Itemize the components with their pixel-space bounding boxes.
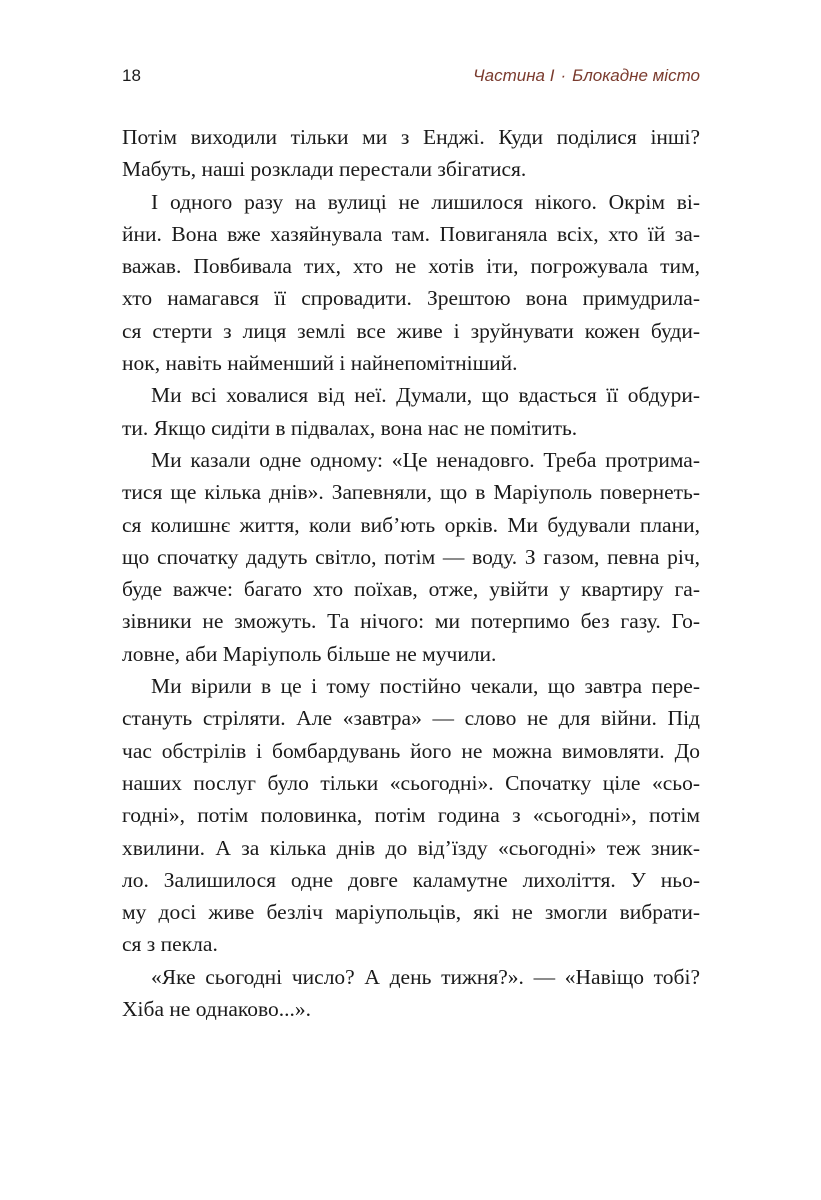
text-line-content: наших послуг було тільки «сьогодні». Спочатку ціле «сьо- — [122, 770, 700, 795]
text-line-content: Ми казали одне одному: «Це ненадовго. Треба протрима- — [151, 447, 700, 472]
text-line — [122, 670, 700, 702]
text-line — [122, 573, 700, 605]
text-line — [122, 153, 700, 185]
text-line-content: час обстрілів і бомбардувань його не можна вимовляти. До — [122, 738, 700, 763]
text-line-content: що спочатку дадуть світло, потім — воду. З газом, певна річ, — [122, 544, 700, 569]
text-line — [122, 832, 700, 864]
text-line-content: йни. Вона вже хазяйнувала там. Повиганяла всіх, хто їй за- — [122, 221, 700, 246]
text-line — [122, 379, 700, 411]
text-line — [122, 218, 700, 250]
text-line-content: Хіба не однаково...». — [122, 997, 312, 1022]
text-line-content: тися ще кілька днів». Запевняли, що в Маріуполь повернеть- — [122, 480, 700, 505]
text-line — [122, 702, 700, 734]
text-line — [122, 476, 700, 508]
paragraph — [122, 186, 700, 380]
page-header — [122, 66, 700, 96]
part-title: Частина І — [473, 66, 555, 85]
text-line — [122, 509, 700, 541]
text-line-content: ловне, аби Маріуполь більше не мучили. — [122, 641, 497, 666]
text-line-content: ся колишнє життя, коли виб’ють орків. Ми будували плани, — [122, 512, 700, 537]
text-line — [122, 864, 700, 896]
text-line — [122, 605, 700, 637]
text-line-content: Ми всі ховалися від неї. Думали, що вдасться її обдури- — [151, 383, 700, 408]
text-line-content: Потім виходили тільки ми з Енджі. Куди поділися інші? — [122, 125, 700, 149]
text-line-content: І одного разу на вулиці не лишилося нікого. Окрім ві- — [151, 189, 700, 214]
text-line-content: «Яке сьогодні число? А день тижня?». — «Навіщо тобі? — [151, 964, 700, 989]
text-line-content: Ми вірили в це і тому постійно чекали, що завтра пере- — [151, 674, 700, 699]
text-line-content: важав. Повбивала тих, хто не хотів іти, погрожувала тим, — [122, 254, 700, 279]
text-line-content: буде важче: багато хто поїхав, отже, увійти у квартиру га- — [122, 577, 700, 602]
text-line-content: му досі живе безліч маріупольців, які не змогли вибрати- — [122, 900, 700, 925]
text-line — [122, 282, 700, 314]
text-line-content: ся з пекла. — [122, 932, 218, 957]
text-line-content: ти. Якщо сидіти в підвалах, вона нас не помітить. — [122, 415, 578, 440]
text-line — [122, 767, 700, 799]
text-line-content: хто намагався її спровадити. Зрештою вона примудрила- — [122, 286, 700, 311]
paragraph — [122, 444, 700, 670]
text-line-content: ся стерти з лиця землі все живе і зруйнувати кожен буди- — [122, 318, 700, 343]
text-line — [122, 315, 700, 347]
text-line — [122, 993, 700, 1025]
paragraph — [122, 670, 700, 961]
text-line — [122, 541, 700, 573]
text-line — [122, 186, 700, 218]
text-line — [122, 735, 700, 767]
text-line — [122, 928, 700, 960]
text-line-content: стануть стріляти. Але «завтра» — слово не для війни. Під — [122, 706, 700, 731]
text-line — [122, 799, 700, 831]
text-line — [122, 347, 700, 379]
text-line — [122, 250, 700, 282]
page-number: 18 — [122, 66, 141, 85]
text-line-content: ло. Залишилося одне довге каламутне лихоліття. У ньо- — [122, 867, 700, 892]
text-line-content: нок, навіть найменший і найнепомітніший. — [122, 351, 518, 376]
paragraph — [122, 121, 700, 186]
paragraph — [122, 379, 700, 444]
running-head — [473, 66, 700, 86]
text-line-content: годні», потім половинка, потім година з «сьогодні», потім — [122, 803, 700, 828]
body-text — [122, 121, 700, 1025]
text-line — [122, 444, 700, 476]
text-line-content: зівники не зможуть. Та нічого: ми потерпимо без газу. Го- — [122, 609, 700, 634]
separator: · — [560, 66, 567, 85]
chapter-title: Блокадне місто — [572, 66, 700, 85]
text-line-content: хвилини. А за кілька днів до від’їзду «сьогодні» теж зник- — [122, 835, 700, 860]
text-line — [122, 121, 700, 153]
text-line — [122, 896, 700, 928]
text-line — [122, 412, 700, 444]
text-line-content: Мабуть, наші розклади перестали збігатися. — [122, 157, 527, 182]
text-line — [122, 961, 700, 993]
text-line — [122, 638, 700, 670]
paragraph — [122, 961, 700, 1026]
